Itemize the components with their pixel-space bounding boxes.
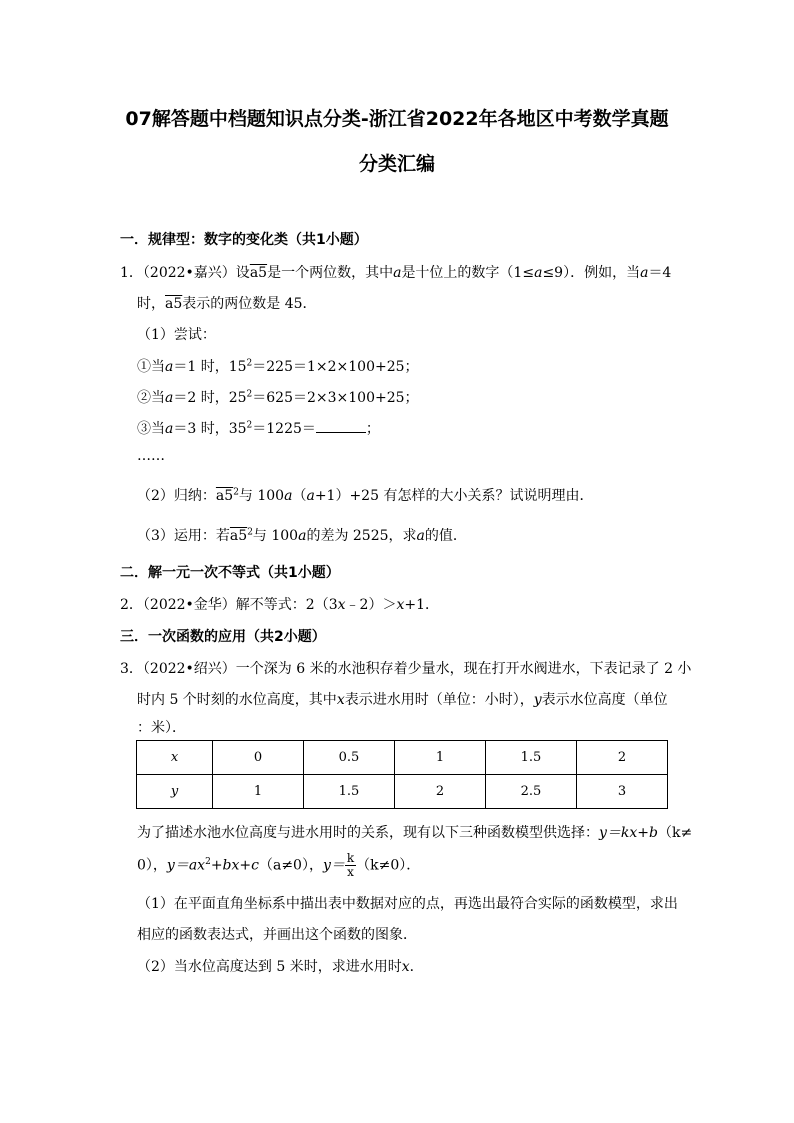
q1-text: （3）运用：若 bbox=[137, 528, 230, 544]
superscript: 2 bbox=[246, 420, 253, 431]
q1-source: （2022•嘉兴）设 bbox=[142, 265, 250, 281]
table-cell: y bbox=[137, 775, 213, 809]
table-cell: 2.5 bbox=[486, 775, 577, 809]
q1-text: ； bbox=[365, 421, 380, 437]
fraction-numerator: k bbox=[346, 851, 355, 865]
q3-text: 为了描述水池水位高度与进水用时的关系，现有以下三种函数模型供选择： bbox=[137, 825, 599, 841]
table-cell: x bbox=[137, 741, 213, 775]
q1-text: 是十位上的数字（1≤ bbox=[401, 265, 535, 281]
var-x: x bbox=[401, 959, 410, 975]
table-cell: 3 bbox=[577, 775, 668, 809]
q1-text: 是一个两位数，其中 bbox=[267, 265, 394, 281]
q1-number: 1． bbox=[120, 265, 143, 281]
fraction-k-over-x bbox=[345, 852, 356, 879]
q3-text: （2）当水位高度达到 5 米时，求进水用时 bbox=[137, 959, 402, 975]
section-heading-3: 三．一次函数的应用（共2小题） bbox=[120, 629, 326, 645]
superscript: 2 bbox=[205, 856, 211, 867]
q1-text: ②当 bbox=[137, 390, 165, 406]
var-a: a bbox=[416, 528, 425, 544]
q1-part3 bbox=[137, 525, 467, 545]
formula-inverse: y＝ bbox=[322, 857, 345, 874]
var-a: a bbox=[393, 265, 402, 281]
table-cell: 0 bbox=[213, 741, 304, 775]
table-cell: 1 bbox=[213, 775, 304, 809]
q2-line bbox=[120, 594, 439, 614]
q1-try-1 bbox=[137, 356, 419, 376]
q1-text: ①当 bbox=[137, 359, 165, 375]
q3-number: 3． bbox=[120, 661, 143, 677]
table-cell: 2 bbox=[577, 741, 668, 775]
q1-text: 的差为 2525，求 bbox=[306, 528, 417, 544]
q1-try-2 bbox=[137, 387, 419, 407]
section-heading-1: 一．规律型：数字的变化类（共1小题） bbox=[120, 232, 368, 248]
var-a: a bbox=[640, 265, 649, 281]
q1-text: ＝1225＝ bbox=[252, 421, 316, 437]
var-a: a bbox=[306, 488, 315, 504]
q3-text: 表示进水用时（单位：小时）， bbox=[344, 692, 534, 708]
q1-ellipsis: …… bbox=[137, 448, 165, 464]
fraction-denominator: x bbox=[347, 865, 354, 879]
section-heading-2: 二．解一元一次不等式（共1小题） bbox=[120, 565, 340, 581]
superscript: 2 bbox=[246, 358, 253, 369]
q3-text: （2022•绍兴）一个深为 6 米的水池积存着少量水，现在打开水阀进水，下表记录了 2 小 bbox=[142, 661, 692, 677]
q3-text: 时内 5 个时刻的水位高度，其中 bbox=[137, 692, 337, 708]
q2-text: +1． bbox=[404, 597, 439, 613]
q3-text: ． bbox=[409, 959, 424, 975]
q3-line3: ：米）． bbox=[137, 720, 186, 736]
q1-text: ＝2 时，25 bbox=[173, 390, 247, 406]
document-title-line1: 07解答题中档题知识点分类-浙江省2022年各地区中考数学真题 bbox=[125, 108, 669, 130]
table-row bbox=[137, 741, 668, 775]
q1-line2 bbox=[137, 293, 317, 313]
superscript: 2 bbox=[246, 389, 253, 400]
table-cell: 1.5 bbox=[304, 775, 395, 809]
table-cell: 1 bbox=[395, 741, 486, 775]
q3-text: （a≠0）， bbox=[258, 857, 323, 874]
q1-text: 与 100 bbox=[238, 488, 285, 504]
q3-line2 bbox=[137, 689, 668, 709]
overline-a5: a5 bbox=[229, 528, 248, 544]
var-x: x bbox=[396, 597, 405, 613]
q2-text: ﹣2）＞ bbox=[345, 597, 397, 613]
answer-blank[interactable] bbox=[316, 420, 366, 433]
var-a: a bbox=[165, 421, 174, 437]
overline-a5: a5 bbox=[249, 265, 268, 281]
q1-text: ＝225＝1×2×100+25； bbox=[252, 359, 419, 375]
var-a: a bbox=[165, 359, 174, 375]
q3-text: 表示水位高度（单位 bbox=[541, 692, 668, 708]
var-a: a bbox=[284, 488, 293, 504]
table-cell: 1.5 bbox=[486, 741, 577, 775]
q1-line1 bbox=[120, 262, 671, 282]
q1-text: ＝3 时，35 bbox=[173, 421, 247, 437]
q1-try-3 bbox=[137, 418, 380, 438]
q1-text: 时， bbox=[137, 296, 165, 312]
var-x: x bbox=[336, 692, 345, 708]
q1-text: ＝4 bbox=[648, 265, 672, 281]
q1-text: 的值． bbox=[424, 528, 467, 544]
superscript: 2 bbox=[247, 527, 253, 538]
formula-linear: y＝kx+b bbox=[599, 825, 658, 841]
q1-part2 bbox=[137, 485, 593, 505]
q3-text: （k≠ bbox=[657, 825, 693, 841]
q1-text: 表示的两位数是 45． bbox=[182, 296, 317, 312]
q3-part1-line1: （1）在平面直角坐标系中描出表中数据对应的点，再选出最符合实际的函数模型，求出 bbox=[137, 896, 678, 912]
q1-text: 与 100 bbox=[252, 528, 299, 544]
q3-part1-line2: 相应的函数表达式，并画出这个函数的图象． bbox=[137, 927, 417, 943]
q3-models-line1 bbox=[137, 822, 692, 842]
q1-text: +1）+25 有怎样的大小关系？试说明理由． bbox=[314, 488, 594, 504]
q3-line1 bbox=[120, 658, 691, 678]
data-table bbox=[136, 740, 668, 809]
q1-try-label: （1）尝试： bbox=[137, 327, 216, 343]
q1-text: （ bbox=[292, 488, 307, 504]
var-a: a bbox=[534, 265, 543, 281]
q1-text: ≤9）．例如，当 bbox=[542, 265, 641, 281]
q3-text: 0）， bbox=[137, 857, 167, 874]
formula-quadratic: y＝ax bbox=[166, 857, 206, 874]
q3-models-line2 bbox=[137, 852, 420, 879]
q2-text: （2022•金华）解不等式：2（3 bbox=[142, 597, 338, 613]
overline-a5: a5 bbox=[215, 488, 234, 504]
q1-text: （2）归纳： bbox=[137, 488, 216, 504]
q1-text: ＝625＝2×3×100+25； bbox=[252, 390, 419, 406]
q3-text: （k≠0）． bbox=[356, 857, 421, 874]
table-row bbox=[137, 775, 668, 809]
var-x: x bbox=[337, 597, 346, 613]
superscript: 2 bbox=[233, 487, 239, 498]
var-y: y bbox=[533, 692, 542, 708]
document-title-line2: 分类汇编 bbox=[358, 153, 435, 175]
q2-number: 2． bbox=[120, 597, 143, 613]
table-cell: 0.5 bbox=[304, 741, 395, 775]
q1-text: ③当 bbox=[137, 421, 165, 437]
q1-text: ＝1 时，15 bbox=[173, 359, 247, 375]
var-a: a bbox=[165, 390, 174, 406]
table-cell: 2 bbox=[395, 775, 486, 809]
var-a: a bbox=[298, 528, 307, 544]
overline-a5: a5 bbox=[165, 296, 183, 312]
q3-part2 bbox=[137, 956, 424, 976]
formula-quadratic: +bx+c bbox=[210, 857, 259, 874]
